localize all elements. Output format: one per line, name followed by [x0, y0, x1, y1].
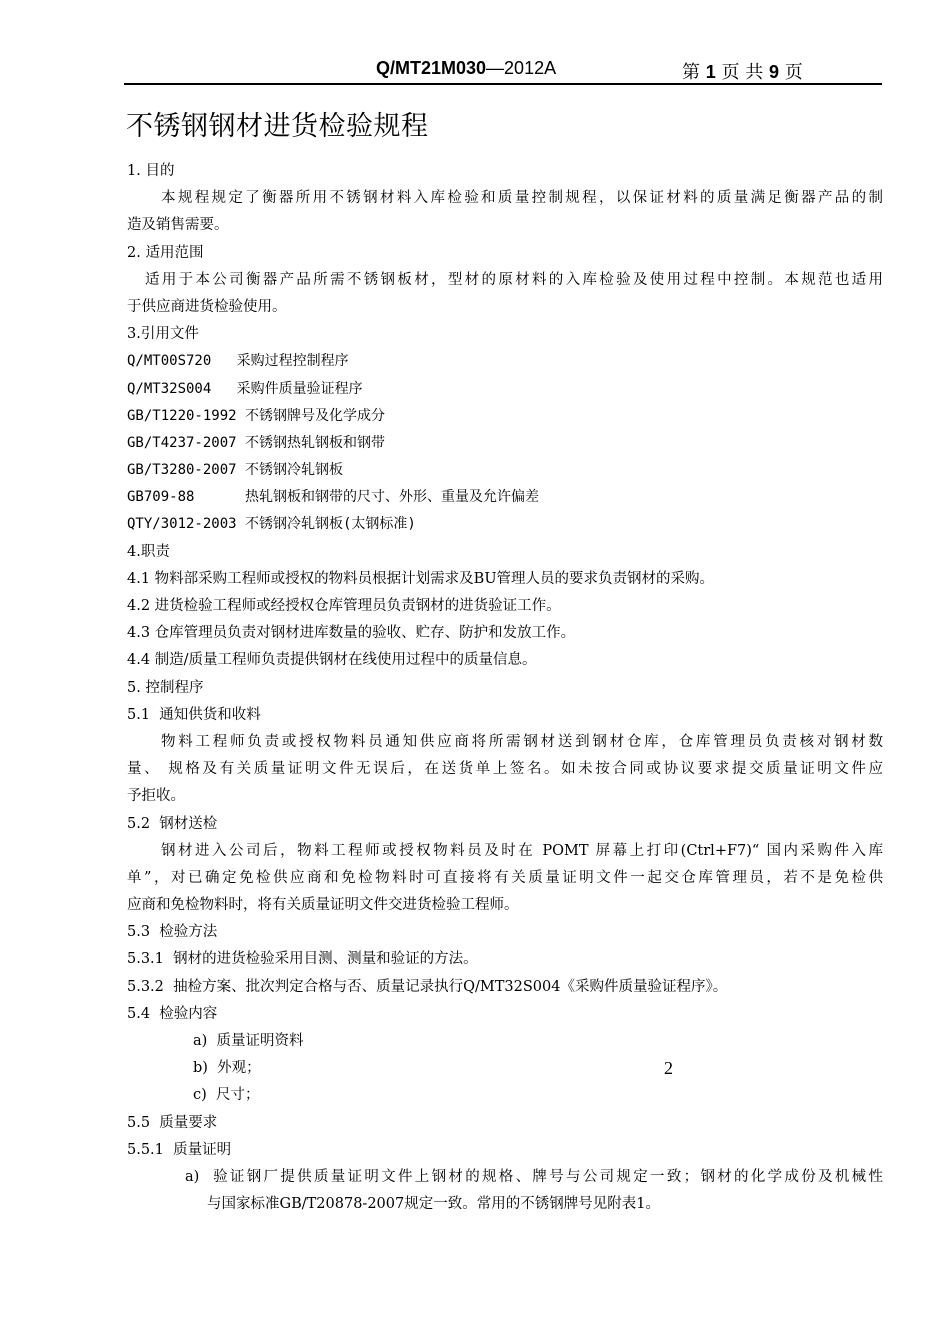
document-body	[127, 158, 883, 1218]
subsection-heading: 5.5.1 质量证明	[127, 1141, 232, 1158]
list-item-continuation: 与国家标准GB/T20878-2007规定一致。常用的不锈钢牌号见附表1。	[207, 1196, 660, 1213]
list-item: a) 质量证明资料	[193, 1033, 304, 1049]
paragraph-line: 适用于本公司衡器产品所需不锈钢板材，型材的原材料的入库检验及使用过程中控制。本规范也适用	[145, 271, 883, 288]
reference-item: GB/T3280-2007 不锈钢冷轧钢板	[127, 462, 344, 479]
subsection-heading: 5.5 质量要求	[127, 1114, 218, 1131]
paragraph-line: 单”，对已确定免检供应商和免检物料时可直接将有关质量证明文件一起交仓库管理员，若不是免检供	[127, 869, 883, 886]
page-current: 1	[705, 62, 716, 82]
page-header	[124, 54, 882, 84]
responsibility-item: 4.4 制造/质量工程师负责提供钢材在线使用过程中的质量信息。	[127, 652, 537, 669]
reference-item: Q/MT00S720 采购过程控制程序	[127, 353, 349, 370]
responsibility-item: 4.3 仓库管理员负责对钢材进库数量的验收、贮存、防护和发放工作。	[127, 625, 576, 642]
subsection-heading: 5.4 检验内容	[127, 1005, 218, 1022]
list-item: b) 外观；	[193, 1060, 261, 1077]
paragraph-line: 5.3.2 抽检方案、批次判定合格与否、质量记录执行Q/MT32S004《采购件质量验证程序》。	[127, 978, 728, 995]
section-heading-control: 5. 控制程序	[127, 679, 204, 696]
section-heading-references: 3.引用文件	[127, 326, 199, 343]
paragraph-line: 钢材进入公司后，物料工程师或授权物料员及时在 POMT 屏幕上打印(Ctrl+F7)“ 国内采购件入库	[161, 842, 883, 859]
reference-item: QTY/3012-2003 不锈钢冷轧钢板(太钢标准)	[127, 516, 416, 533]
section-heading-scope: 2. 适用范围	[127, 244, 204, 261]
paragraph-line: 量、 规格及有关质量证明文件无误后，在送货单上签名。如未按合同或协议要求提交质量证明文件应	[127, 761, 883, 778]
section-heading-responsibilities: 4.职责	[127, 543, 170, 560]
list-item: c) 尺寸；	[193, 1087, 260, 1104]
paragraph-line: 造及销售需要。	[127, 217, 229, 234]
subsection-heading: 5.3 检验方法	[127, 924, 218, 941]
list-item: a) 验证钢厂提供质量证明文件上钢材的规格、牌号与公司规定一致；钢材的化学成份及机械性	[185, 1168, 883, 1185]
paragraph-line: 5.3.1 钢材的进货检验采用目测、测量和验证的方法。	[127, 951, 478, 968]
reference-item: GB/T4237-2007 不锈钢热轧钢板和钢带	[127, 434, 386, 451]
document-title: 不锈钢钢材进货检验规程	[126, 111, 429, 142]
subsection-heading: 5.2 钢材送检	[127, 815, 218, 832]
document-year: —2012A	[486, 58, 557, 78]
reference-item: GB/T1220-1992 不锈钢牌号及化学成分	[127, 407, 386, 424]
page-number: 2	[664, 1058, 673, 1078]
section-heading-purpose: 1. 目的	[127, 163, 175, 179]
paragraph-line: 应商和免检物料时，将有关质量证明文件交进货检验工程师。	[127, 897, 519, 914]
responsibility-item: 4.2 进货检验工程师或经授权仓库管理员负责钢材的进货验证工作。	[127, 598, 561, 614]
paragraph-line: 本规程规定了衡器所用不锈钢材料入库检验和质量控制规程，以保证材料的质量满足衡器产品的制	[161, 190, 883, 207]
document-code: Q/MT21M030—2012A	[376, 58, 557, 78]
page-info: 第 1 页 共 9 页	[682, 62, 803, 83]
page-total: 9	[768, 62, 779, 82]
responsibility-item: 4.1 物料部采购工程师或授权的物料员根据计划需求及BU管理人员的要求负责钢材的采购。	[127, 570, 715, 587]
subsection-heading: 5.1 通知供货和收料	[127, 706, 261, 723]
paragraph-line: 予拒收。	[127, 788, 185, 805]
reference-item: Q/MT32S004 采购件质量验证程序	[127, 380, 363, 397]
reference-item: GB709-88 热轧钢板和钢带的尺寸、外形、重量及允许偏差	[127, 489, 540, 506]
header-divider	[124, 83, 882, 85]
paragraph-line: 物料工程师负责或授权物料员通知供应商将所需钢材送到钢材仓库，仓库管理员负责核对钢材数	[161, 733, 883, 750]
paragraph-line: 于供应商进货检验使用。	[127, 298, 287, 315]
